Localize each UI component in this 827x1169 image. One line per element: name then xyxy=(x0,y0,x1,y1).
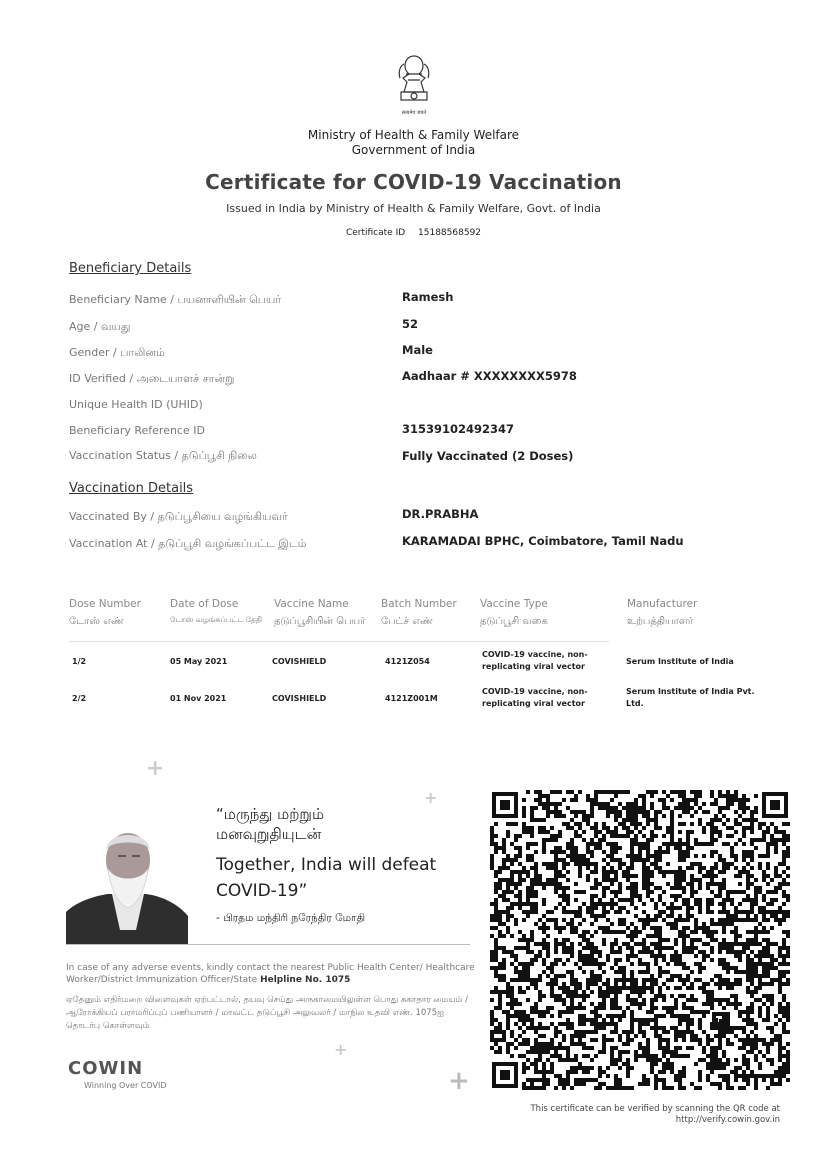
manufacturer-header: Manufacturer உற்பத்தியாளர் xyxy=(627,598,698,627)
id-verified-label: ID Verified / அடையாளச் சான்று xyxy=(69,372,235,385)
decorative-plus-icon: + xyxy=(146,756,165,781)
certificate-title: Certificate for COVID-19 Vaccination xyxy=(205,170,622,194)
qr-code xyxy=(490,790,790,1090)
certificate-id-label: Certificate ID xyxy=(345,228,406,238)
age-label: Age / வயது xyxy=(69,320,131,333)
svg-text:सत्यमेव जयते: सत्यमेव जयते xyxy=(401,110,427,116)
cowin-logo: COWIN xyxy=(68,1058,144,1079)
vaccine-name-header: Vaccine Name தடுப்பூசியின் பெயர் xyxy=(274,598,366,627)
vaccination-status-value: Fully Vaccinated (2 Doses) xyxy=(402,449,574,463)
beneficiary-name-label: Beneficiary Name / பயனாளியின் பெயர் xyxy=(69,293,282,306)
uhid-label: Unique Health ID (UHID) xyxy=(69,398,203,411)
gender-value: Male xyxy=(402,343,433,357)
table-row-2-type: COVID-19 vaccine, non-replicating viral vector xyxy=(482,687,588,708)
table-row-2-vaccine: COVISHIELD xyxy=(272,694,327,703)
table-divider xyxy=(69,641,609,642)
vaccination-at-value: KARAMADAI BPHC, Coimbatore, Tamil Nadu xyxy=(402,534,684,548)
table-row-1-date: 05 May 2021 xyxy=(170,657,228,666)
quote-english-line-2: COVID-19” xyxy=(216,881,308,901)
ministry-name: Ministry of Health & Family Welfare xyxy=(307,128,520,142)
government-name: Government of India xyxy=(351,143,476,157)
dose-number-header: Dose Number டோஸ் எண் xyxy=(69,598,141,627)
vaccine-type-header: Vaccine Type தடுப்பூசி வகை xyxy=(480,598,548,627)
vaccinated-by-label: Vaccinated By / தடுப்பூசியை வழங்கியவர் xyxy=(69,510,288,523)
table-row-2-batch: 4121Z001M xyxy=(385,694,438,703)
footer-divider xyxy=(66,944,470,945)
certificate-subtitle: Issued in India by Ministry of Health & Family Welfare, Govt. of India xyxy=(226,202,601,215)
vaccination-heading: Vaccination Details xyxy=(69,481,194,496)
helpline-text-tamil: ஏதேனும் எதிர்மறை விளைவுகள் ஏற்பட்டால், தயவு செய்து அருகாமையிலுள்ள பொது சுகாதார மையம் / ஆரோக்கியப் பராமரிப்புப் பணியாளர் / மாவட்ட தடுப்பூசி அலுவலர் / மாநில உதவி எண். 1075ஐ தொடர்பு கொள்ளவும் xyxy=(66,995,468,1031)
table-row-1-manufacturer: Serum Institute of India xyxy=(626,657,734,666)
table-row-1-dose: 1/2 xyxy=(72,657,87,666)
vaccination-status-label: Vaccination Status / தடுப்பூசி நிலை xyxy=(69,449,257,462)
national-emblem-icon xyxy=(392,52,436,120)
beneficiary-name-value: Ramesh xyxy=(402,290,454,304)
id-verified-value: Aadhaar # XXXXXXXX5978 xyxy=(402,369,577,383)
cowin-tagline: Winning Over COVID xyxy=(84,1081,167,1090)
quote-tamil xyxy=(216,804,324,844)
quote-tamil-line-2: மனவுறுதியுடன் xyxy=(216,825,322,843)
table-row-2-manufacturer: Serum Institute of India Pvt. Ltd. xyxy=(626,687,755,708)
quote-english xyxy=(216,852,436,904)
date-of-dose-header: Date of Dose டோஸ் வழங்கப்பட்ட தேதி xyxy=(170,598,263,624)
decorative-plus-icon: + xyxy=(334,1040,348,1059)
helpline-number: Helpline No. 1075 xyxy=(260,975,351,985)
decorative-plus-icon: + xyxy=(448,1066,470,1096)
vaccination-at-label: Vaccination At / தடுப்பூசி வழங்கப்பட்ட இடம் xyxy=(69,537,307,550)
helpline-text: In case of any adverse events, kindly contact the nearest Public Health Center/ Healthcare Worker/District Immunization Officer/State Helpline No. 1075 xyxy=(66,963,475,985)
table-row-2-dose: 2/2 xyxy=(72,694,87,703)
table-row-1-batch: 4121Z054 xyxy=(385,657,430,666)
verification-note: This certificate can be verified by scanning the QR code at http://verify.cowin.gov.in xyxy=(480,1104,780,1126)
table-row-1-vaccine: COVISHIELD xyxy=(272,657,327,666)
reference-id-value: 31539102492347 xyxy=(402,422,515,436)
table-row-1-type: COVID-19 vaccine, non-replicating viral vector xyxy=(482,650,588,671)
beneficiary-heading: Beneficiary Details xyxy=(69,261,192,276)
quote-attribution: - பிரதம மந்திரி நரேந்திர மோதி xyxy=(216,912,366,924)
certificate-id-value: 15188568592 xyxy=(418,228,482,238)
decorative-plus-icon: + xyxy=(424,788,438,807)
gender-label: Gender / பாலினம் xyxy=(69,346,165,359)
certificate-id xyxy=(0,228,827,238)
quote-tamil-line-1: “மருந்து மற்றும் xyxy=(216,805,325,823)
age-value: 52 xyxy=(402,317,419,331)
reference-id-label: Beneficiary Reference ID xyxy=(69,424,205,437)
quote-english-line-1: Together, India will defeat xyxy=(216,855,437,875)
prime-minister-photo xyxy=(66,820,188,944)
ministry-heading xyxy=(0,128,827,158)
batch-number-header: Batch Number பேட்ச் எண் xyxy=(381,598,457,627)
table-row-2-date: 01 Nov 2021 xyxy=(170,694,227,703)
vaccinated-by-value: DR.PRABHA xyxy=(402,507,479,521)
verification-url: http://verify.cowin.gov.in xyxy=(675,1115,780,1125)
